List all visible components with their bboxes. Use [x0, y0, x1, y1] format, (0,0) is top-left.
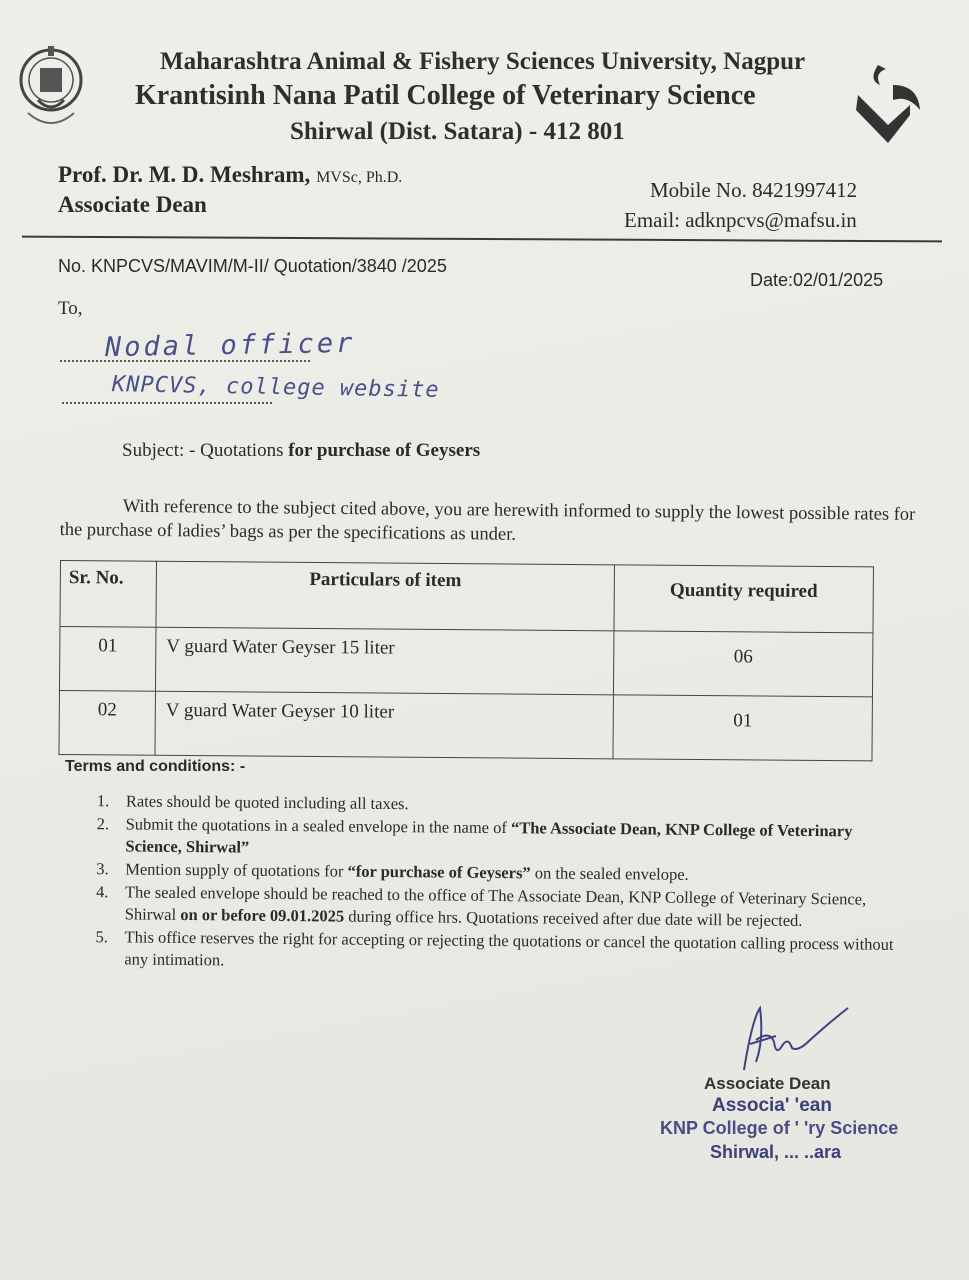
letter-date: Date:02/01/2025 [750, 270, 884, 290]
body-paragraph [59, 494, 919, 551]
row-sr-no: 01 [59, 627, 155, 692]
university-emblem-icon [18, 38, 84, 138]
subject-prefix: Subject: - Quotations [122, 440, 284, 461]
terms-list [78, 790, 900, 979]
term-number: 5. [95, 927, 109, 947]
term-bold-text: “The Associate Dean, KNP College of Veterinary Science, Shirwal” [125, 818, 853, 857]
items-table [59, 560, 874, 732]
header-particulars: Particulars of item [156, 561, 615, 631]
college-address: Shirwal (Dist. Satara) - 412 801 [290, 118, 625, 145]
term-text: Mention supply of quotations for [125, 859, 348, 881]
dean-name-text: Prof. Dr. M. D. Meshram, [58, 162, 311, 187]
header-quantity: Quantity required [614, 565, 874, 633]
list-item [78, 926, 898, 978]
stamp-line-3: Shirwal, ... ..ara [710, 1142, 842, 1162]
term-number: 4. [95, 882, 109, 902]
table-header-row [60, 561, 873, 633]
table-row [59, 627, 872, 697]
email-address: Email: adknpcvs@mafsu.in [624, 208, 857, 232]
row-sr-no: 02 [59, 690, 155, 755]
handwritten-addressee-1: Nodal officer [104, 327, 356, 364]
header-divider [22, 236, 942, 243]
to-label: To, [58, 298, 83, 319]
row-quantity: 01 [613, 695, 872, 761]
dean-degrees: MVSc, Ph.D. [316, 169, 403, 186]
term-text: The sealed envelope should be reached to the office of The Associate Dean, KNP College of Veterinary Science, Shirwal [124, 882, 867, 924]
stamp-line-1: Associa' 'ean [712, 1095, 832, 1116]
subject-bold: for purchase of Geysers [288, 440, 481, 461]
addressee-line-2-dots [62, 402, 272, 404]
reference-number: No. KNPCVS/MAVIM/M-II/ Quotation/3840 /2025 [58, 256, 447, 276]
header-sr-no: Sr. No. [60, 561, 157, 628]
term-number: 2. [96, 814, 110, 834]
dean-title: Associate Dean [58, 192, 207, 217]
list-item [79, 881, 899, 933]
term-text-after: during office hrs. Quotations received after due date will be rejected. [344, 906, 803, 930]
handwritten-addressee-2: KNPCVS, college website [111, 372, 440, 403]
signature-mark [730, 1000, 850, 1080]
stamp-line-2: KNP College of ' 'ry Science [660, 1118, 899, 1138]
term-text: Submit the quotations in a sealed envelope in the name of [125, 814, 512, 838]
row-item: V guard Water Geyser 10 liter [155, 691, 613, 759]
list-item [79, 813, 899, 865]
body-text: With reference to the subject cited above, you are herewith informed to supply the lowest possible rates for the purchase of ladies’ bags as per the specifications as under. [59, 496, 916, 545]
term-text: Rates should be quoted including all taxes. [125, 791, 409, 814]
term-text: This office reserves the right for accepting or rejecting the quotations or cancel the quotation calling process without any intimation. [124, 927, 894, 970]
college-name: Krantisinh Nana Patil College of Veterinary Science [135, 80, 756, 111]
term-number: 1. [96, 791, 110, 811]
term-bold-text: on or before 09.01.2025 [180, 904, 345, 926]
terms-heading: Terms and conditions: - [65, 758, 246, 775]
mobile-number: Mobile No. 8421997412 [650, 178, 858, 202]
dean-name [58, 162, 402, 188]
subject-line [122, 440, 480, 462]
signature-label: Associate Dean [704, 1074, 831, 1093]
term-text-after: on the sealed envelope. [530, 863, 689, 884]
table-row [59, 690, 872, 760]
term-bold-text: “for purchase of Geysers” [347, 861, 531, 883]
term-number: 3. [96, 859, 109, 879]
row-item: V guard Water Geyser 15 liter [155, 627, 613, 695]
university-name: Maharashtra Animal & Fishery Sciences University, Nagpur [160, 48, 806, 75]
row-quantity: 06 [613, 631, 872, 697]
college-logo-icon [848, 55, 928, 150]
